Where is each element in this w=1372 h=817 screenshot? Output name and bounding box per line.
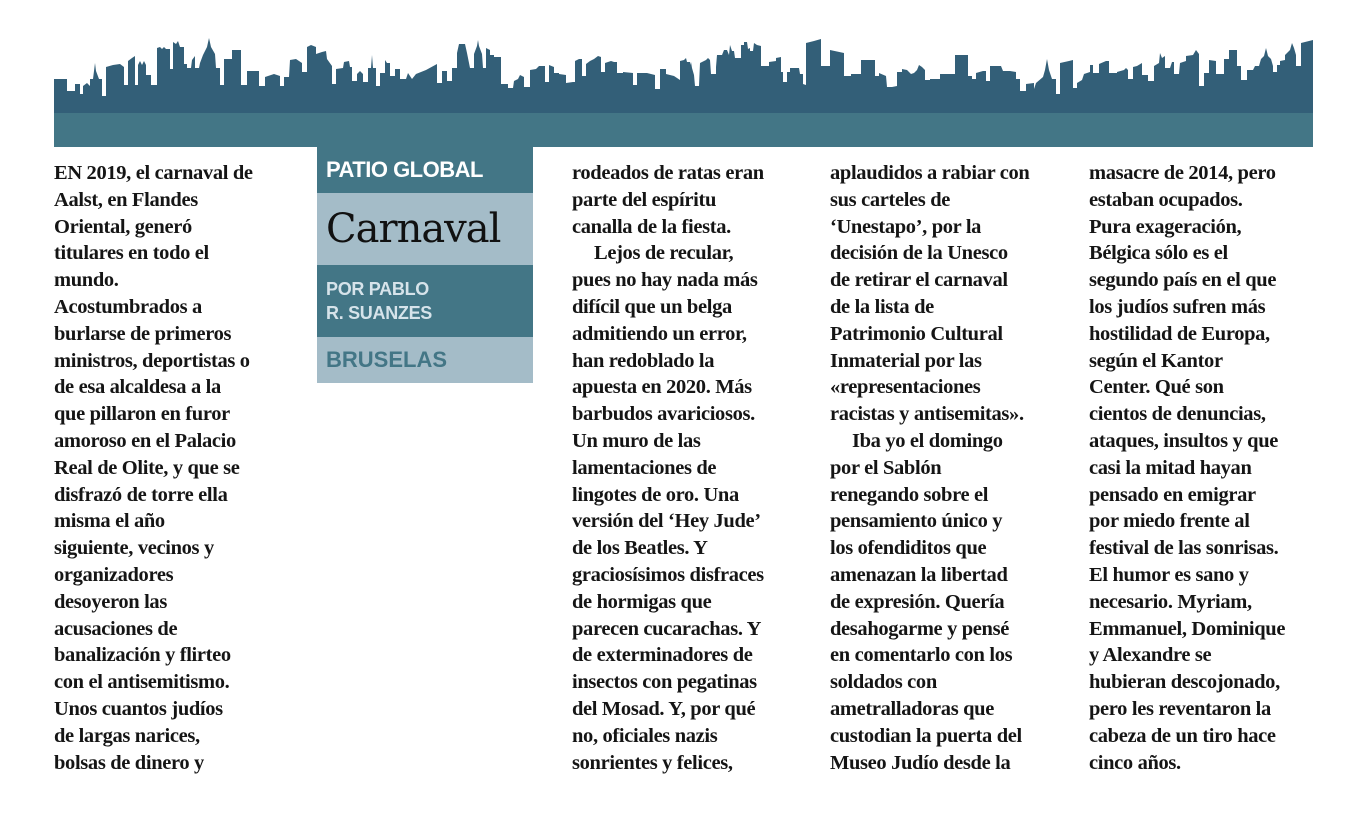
- text-line: de retirar el carnaval: [830, 269, 1008, 292]
- text-line: versión del ‘Hey Jude’: [572, 510, 761, 533]
- text-line: lamentaciones de: [572, 456, 717, 479]
- dateline-city: BRUSELAS: [317, 337, 533, 383]
- text-line: en comentarlo con los: [830, 644, 1013, 667]
- text-line: burlarse de primeros: [54, 322, 232, 345]
- text-line: lingotes de oro. Una: [572, 483, 739, 506]
- text-line: custodian la puerta del: [830, 724, 1022, 747]
- text-line: Inmaterial por las: [830, 349, 982, 372]
- text-line: parte del espíritu: [572, 188, 717, 211]
- text-line: de exterminadores de: [572, 644, 753, 667]
- text-line: con el antisemitismo.: [54, 671, 230, 694]
- text-line: ataques, insultos y que: [1089, 429, 1279, 452]
- text-line: bolsas de dinero y: [54, 751, 204, 774]
- text-line: Real de Olite, y que se: [54, 456, 240, 479]
- text-line: pero les reventaron la: [1089, 697, 1271, 720]
- text-line: parecen cucarachas. Y: [572, 617, 762, 640]
- text-line: por el Sablón: [830, 456, 942, 479]
- text-line: organizadores: [54, 563, 174, 586]
- text-line: misma el año: [54, 510, 165, 533]
- text-line: de esa alcaldesa a la: [54, 376, 221, 399]
- text-line: graciosísimos disfraces: [572, 563, 764, 586]
- text-line: ministros, deportistas o: [54, 349, 250, 372]
- article-column-1: [54, 160, 284, 776]
- text-line: banalización y flirteo: [54, 644, 231, 667]
- text-line: difícil que un belga: [572, 295, 732, 318]
- text-line: Unos cuantos judíos: [54, 697, 223, 720]
- text-line: pensado en emigrar: [1089, 483, 1256, 506]
- text-line: los ofendiditos que: [830, 537, 987, 560]
- text-line: amoroso en el Palacio: [54, 429, 236, 452]
- text-line: Un muro de las: [572, 429, 701, 452]
- text-line: necesario. Myriam,: [1089, 590, 1252, 613]
- text-line: los judíos sufren más: [1089, 295, 1266, 318]
- text-line: Iba yo el domingo: [852, 429, 1003, 452]
- text-line: han redoblado la: [572, 349, 715, 372]
- text-line: festival de las sonrisas.: [1089, 537, 1279, 560]
- text-line: casi la mitad hayan: [1089, 456, 1252, 479]
- text-line: cinco años.: [1089, 751, 1181, 774]
- text-line: desahogarme y pensé: [830, 617, 1009, 640]
- text-line: mundo.: [54, 269, 119, 292]
- text-line: no, oficiales nazis: [572, 724, 718, 747]
- text-line: pues no hay nada más: [572, 269, 758, 292]
- text-line: siguiente, vecinos y: [54, 537, 214, 560]
- column-masthead: [317, 147, 533, 383]
- text-line: EN 2019, el carnaval de: [54, 162, 253, 184]
- text-line: Oriental, generó: [54, 215, 192, 238]
- text-line: del Mosad. Y, por qué: [572, 697, 756, 720]
- text-line: y Alexandre se: [1089, 644, 1212, 667]
- text-line: Emmanuel, Dominique: [1089, 617, 1286, 640]
- section-label: PATIO GLOBAL: [317, 147, 533, 193]
- article-column-3: [830, 160, 1060, 776]
- text-line: de los Beatles. Y: [572, 537, 708, 560]
- text-line: ‘Unestapo’, por la: [830, 215, 982, 238]
- text-line: según el Kantor: [1089, 349, 1223, 372]
- text-line: masacre de 2014, pero: [1089, 162, 1276, 184]
- text-line: hubieran descojonado,: [1089, 671, 1280, 694]
- text-line: barbudos avariciosos.: [572, 403, 755, 426]
- text-line: apuesta en 2020. Más: [572, 376, 752, 399]
- text-line: estaban ocupados.: [1089, 188, 1243, 211]
- text-line: Lejos de recular,: [594, 242, 734, 265]
- byline-line-2: R. SUANZES: [326, 303, 433, 323]
- text-line: canalla de la fiesta.: [572, 215, 731, 238]
- text-line: racistas y antisemitas».: [830, 403, 1024, 426]
- text-line: titulares en todo el: [54, 242, 209, 265]
- text-line: hostilidad de Europa,: [1089, 322, 1270, 345]
- text-line: decisión de la Unesco: [830, 242, 1008, 265]
- article-column-2: [572, 160, 802, 776]
- city-skyline-illustration: [54, 28, 1313, 114]
- text-line: sus carteles de: [830, 188, 951, 211]
- text-line: insectos con pegatinas: [572, 671, 757, 694]
- byline-line-1: POR PABLO: [326, 279, 429, 299]
- text-line: segundo país en el que: [1089, 269, 1277, 292]
- text-line: sonrientes y felices,: [572, 751, 733, 774]
- text-line: Aalst, en Flandes: [54, 188, 198, 211]
- text-line: que pillaron en furor: [54, 403, 230, 426]
- text-line: «representaciones: [830, 376, 981, 399]
- text-line: pensamiento único y: [830, 510, 1003, 533]
- article-column-4: [1089, 160, 1319, 776]
- text-line: Center. Qué son: [1089, 376, 1224, 399]
- text-line: desoyeron las: [54, 590, 167, 613]
- text-line: Acostumbrados a: [54, 295, 202, 318]
- text-line: amenazan la libertad: [830, 563, 1008, 586]
- text-line: acusaciones de: [54, 617, 178, 640]
- text-line: Bélgica sólo es el: [1089, 242, 1228, 265]
- text-line: admitiendo un error,: [572, 322, 747, 345]
- text-line: cientos de denuncias,: [1089, 403, 1266, 426]
- text-line: de hormigas que: [572, 590, 712, 613]
- text-line: de largas narices,: [54, 724, 200, 747]
- text-line: aplaudidos a rabiar con: [830, 162, 1030, 184]
- text-line: de expresión. Quería: [830, 590, 1005, 613]
- text-line: El humor es sano y: [1089, 563, 1249, 586]
- article-title: Carnaval: [317, 193, 533, 265]
- text-line: ametralladoras que: [830, 697, 994, 720]
- text-line: de la lista de: [830, 295, 934, 318]
- text-line: renegando sobre el: [830, 483, 989, 506]
- text-line: soldados con: [830, 671, 937, 694]
- text-line: Museo Judío desde la: [830, 751, 1011, 774]
- text-line: Patrimonio Cultural: [830, 322, 1003, 345]
- text-line: rodeados de ratas eran: [572, 162, 764, 184]
- header-band: [54, 113, 1313, 147]
- text-line: cabeza de un tiro hace: [1089, 724, 1276, 747]
- byline: [317, 265, 533, 337]
- text-line: por miedo frente al: [1089, 510, 1250, 533]
- text-line: Pura exageración,: [1089, 215, 1242, 238]
- text-line: disfrazó de torre ella: [54, 483, 228, 506]
